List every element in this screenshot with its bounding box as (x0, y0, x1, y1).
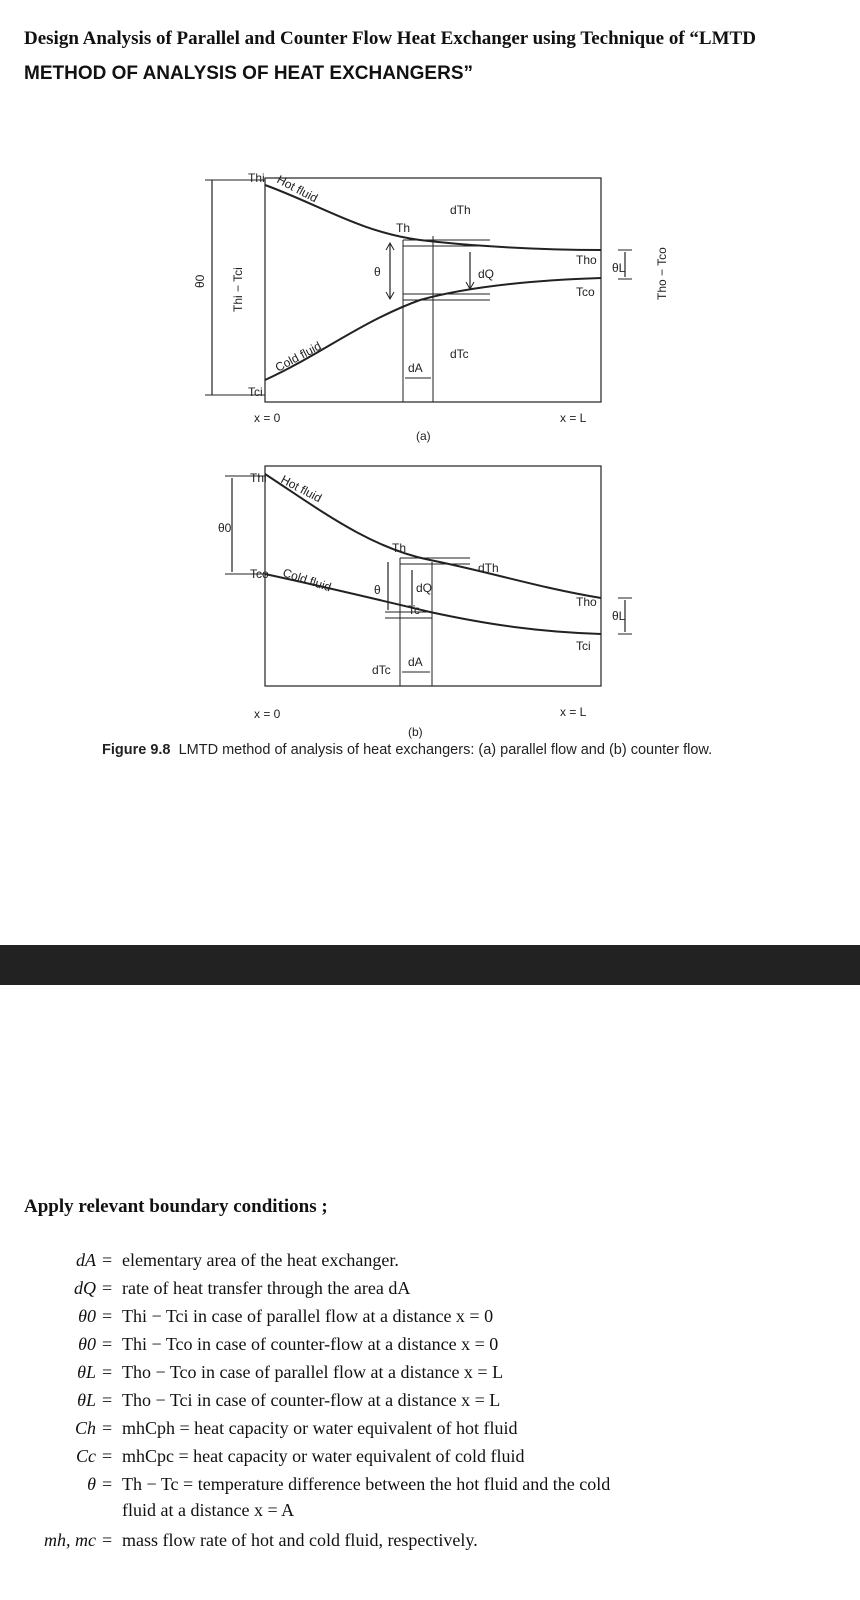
page-subtitle: METHOD OF ANALYSIS OF HEAT EXCHANGERS” (24, 63, 473, 84)
theta-label-b: θ (374, 583, 381, 597)
theta0-label-a: θ0 (193, 274, 207, 288)
thetaL-label-b: θL (612, 609, 626, 623)
thetaL-label-a: θL (612, 261, 626, 275)
definition-symbol: mh, mc (44, 1530, 96, 1550)
x0-label-b: x = 0 (254, 707, 281, 721)
tci-label-a: Tci (248, 385, 263, 399)
definition-symbol: dA (76, 1250, 96, 1270)
definition-row (0, 1250, 860, 1274)
th-label-b: Th (392, 541, 407, 555)
equals-sign: = (102, 1334, 113, 1354)
definition-row (0, 1474, 860, 1498)
definition-symbol: dQ (74, 1278, 96, 1298)
definition-symbol: θ (87, 1474, 96, 1494)
definition-text: Th − Tc = temperature difference between the hot fluid and the cold (122, 1474, 611, 1494)
definition-text: Thi − Tci in case of parallel flow at a distance x = 0 (122, 1306, 494, 1326)
thi-label-b: Thi (250, 471, 267, 485)
tho-label-a: Tho (576, 253, 597, 267)
definition-row (0, 1390, 860, 1414)
hot-fluid-label-a: Hot fluid (274, 172, 321, 206)
definition-symbol: θ0 (78, 1334, 96, 1354)
definition-symbol: Cc (76, 1446, 96, 1466)
definition-text: rate of heat transfer through the area dA (122, 1278, 411, 1298)
definition-row (0, 1418, 860, 1442)
equals-sign: = (102, 1474, 113, 1494)
thi-label-a: Thi (248, 171, 265, 185)
equals-sign: = (102, 1446, 113, 1466)
theta-label-a: θ (374, 265, 381, 279)
equals-sign: = (102, 1250, 113, 1270)
th-label-a: Th (396, 221, 411, 235)
divider-band (0, 945, 860, 985)
definition-row (0, 1278, 860, 1302)
definition-text: mhCph = heat capacity or water equivalent of hot fluid (122, 1418, 518, 1438)
definition-text: fluid at a distance x = A (122, 1500, 295, 1520)
hot-fluid-label-b: Hot fluid (278, 472, 325, 506)
equals-sign: = (102, 1306, 113, 1326)
definition-symbol: θ0 (78, 1306, 96, 1326)
definition-row (0, 1362, 860, 1386)
dth-label-a: dTh (450, 203, 471, 217)
definition-text: mass flow rate of hot and cold fluid, respectively. (122, 1530, 478, 1550)
page-title: Design Analysis of Parallel and Counter Flow Heat Exchanger using Technique of “LMTD (24, 28, 756, 49)
equals-sign: = (102, 1418, 113, 1438)
dtc-label-a: dTc (450, 347, 469, 361)
figure-b-tag: (b) (408, 725, 423, 739)
definition-row (0, 1500, 860, 1524)
figure-b-labels (218, 471, 626, 739)
dq-label-a: dQ (478, 267, 495, 281)
tco-label-b: Tco (250, 567, 269, 581)
section-heading: Apply relevant boundary conditions ; (24, 1196, 328, 1217)
definition-row (0, 1306, 860, 1330)
dtc-label-b: dTc (372, 663, 391, 677)
thi-minus-tci-label-a: Thi − Tci (231, 267, 245, 312)
theta0-label-b: θ0 (218, 521, 232, 535)
tho-label-b: Tho (576, 595, 597, 609)
definition-symbol: θL (77, 1362, 96, 1382)
x0-label-a: x = 0 (254, 411, 281, 425)
definition-text: Tho − Tci in case of counter-flow at a distance x = L (122, 1390, 501, 1410)
tco-label-a: Tco (576, 285, 595, 299)
caption-prefix: Figure 9.8 (102, 742, 171, 758)
definition-text: mhCpc = heat capacity or water equivalent of cold fluid (122, 1446, 525, 1466)
definition-row (0, 1334, 860, 1358)
definition-row (0, 1446, 860, 1470)
figure-caption (102, 742, 712, 758)
xl-label-a: x = L (560, 411, 587, 425)
xl-label-b: x = L (560, 705, 587, 719)
lmtd-figure (0, 0, 860, 740)
definition-symbol: θL (77, 1390, 96, 1410)
dth-label-b: dTh (478, 561, 499, 575)
definition-text: elementary area of the heat exchanger. (122, 1250, 399, 1270)
tho-minus-tco-label-a: Tho − Tco (655, 247, 669, 300)
definition-row (0, 1530, 860, 1554)
tci-label-b: Tci (576, 639, 591, 653)
da-label-a: dA (408, 361, 423, 375)
definition-symbol: Ch (74, 1418, 96, 1438)
equals-sign: = (102, 1362, 113, 1382)
cold-fluid-label-a: Cold fluid (272, 338, 324, 375)
equals-sign: = (102, 1390, 113, 1410)
cold-fluid-label-b: Cold fluid (281, 565, 333, 595)
figure-a-tag: (a) (416, 429, 431, 443)
da-label-b: dA (408, 655, 423, 669)
tc-label-b: Tc (408, 603, 420, 617)
equals-sign: = (102, 1278, 113, 1298)
equals-sign: = (102, 1530, 113, 1550)
definition-text: Thi − Tco in case of counter-flow at a distance x = 0 (122, 1334, 499, 1354)
dq-label-b: dQ (416, 581, 433, 595)
caption-text: LMTD method of analysis of heat exchangers: (a) parallel flow and (b) counter flow. (178, 742, 713, 758)
definition-text: Tho − Tco in case of parallel flow at a distance x = L (122, 1362, 504, 1382)
